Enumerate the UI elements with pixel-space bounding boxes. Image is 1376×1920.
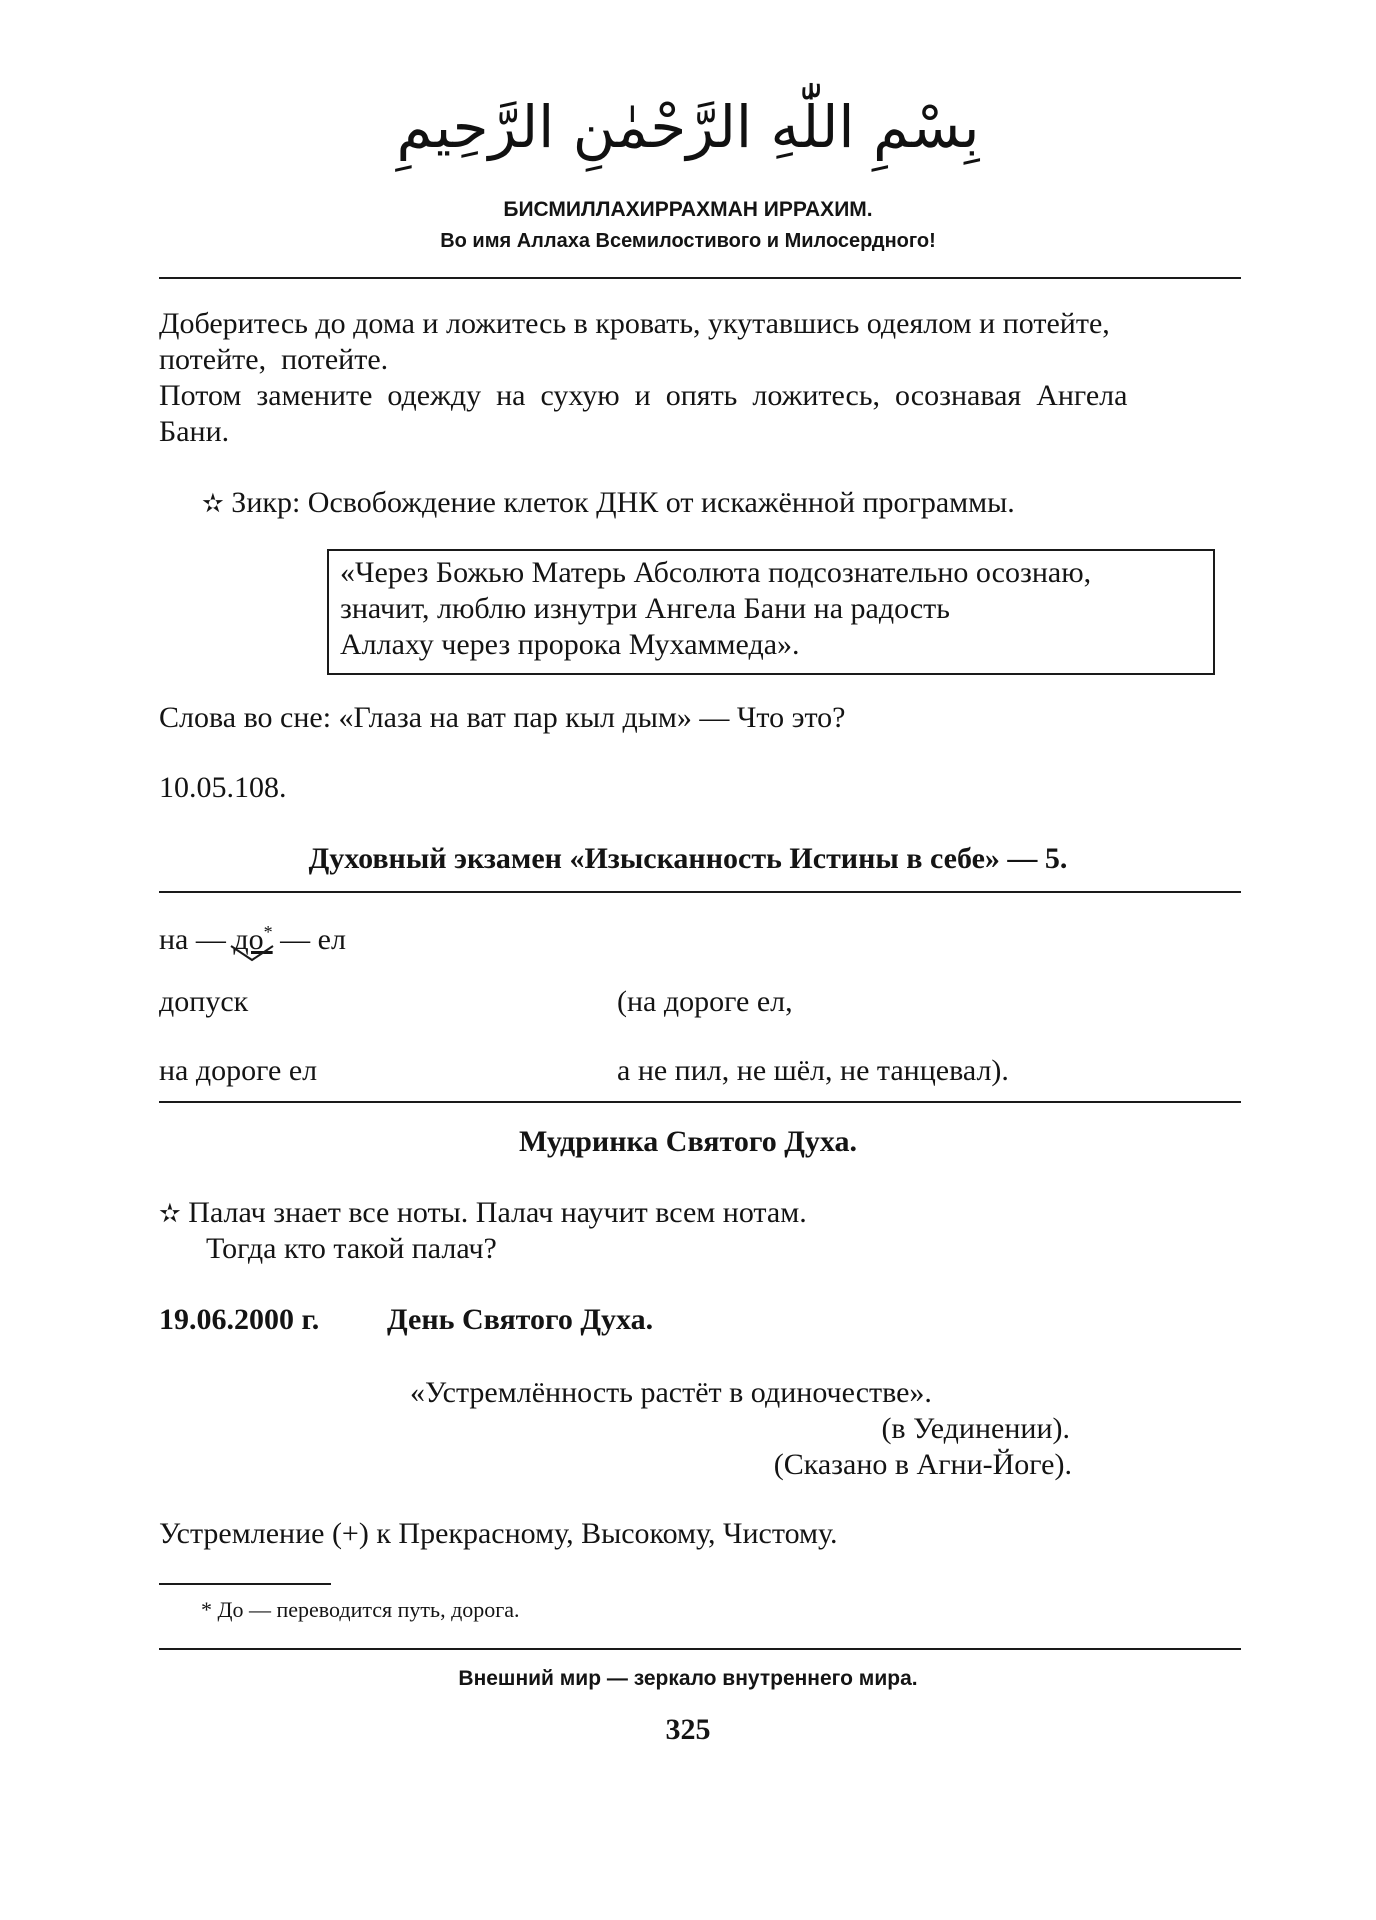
- wisdom-line-2: Тогда кто такой палач?: [206, 1232, 497, 1265]
- wordplay-divider: [159, 1101, 1241, 1103]
- header-divider: [159, 277, 1241, 279]
- star-icon: ✫: [159, 1199, 181, 1228]
- zikr-line: [202, 485, 1015, 522]
- exam-divider: [159, 891, 1241, 893]
- wordplay-right-2: а не пил, не шёл, не танцевал).: [617, 1054, 1009, 1087]
- wisdom-line-1: ✫ Палач знает все ноты. Палач научит всем нотам.: [159, 1196, 807, 1229]
- bismillah-calligraphy: بِسْمِ اللّٰهِ الرَّحْمٰنِ الرَّحِيمِ: [396, 93, 980, 161]
- intro-line-3: Потом замените одежду на сухую и опять ложитесь, осознавая Ангела: [159, 379, 1128, 412]
- header-transliteration: БИСМИЛЛАХИРРАХМАН ИРРАХИМ.: [503, 198, 873, 221]
- wordplay-suffix: — ел: [280, 923, 346, 956]
- date2-date: 19.06.2000 г.: [159, 1303, 320, 1336]
- footnote-divider: [159, 1583, 331, 1585]
- exam-title: Духовный экзамен «Изысканность Истины в себе» — 5.: [308, 842, 1068, 875]
- intro-line-2: потейте, потейте.: [159, 343, 389, 376]
- chevron-down-icon: [229, 944, 275, 962]
- wordplay-line: [159, 914, 346, 958]
- wisdom-title: Мудринка Святого Духа.: [519, 1125, 857, 1158]
- footnote-asterisk: *: [263, 922, 273, 942]
- citation-line-2: (в Уединении).: [881, 1412, 1070, 1445]
- citation-line-1: «Устремлённость растёт в одиночестве».: [410, 1376, 932, 1409]
- aspiration-line: Устремление (+) к Прекрасному, Высокому, Чистому.: [159, 1517, 838, 1550]
- date2-title: День Святого Духа.: [387, 1303, 654, 1336]
- wordplay-prefix: на —: [159, 923, 226, 956]
- wordplay-left-2: на дороге ел: [159, 1054, 318, 1087]
- citation-line-3: (Сказано в Агни-Йоге).: [773, 1448, 1072, 1481]
- header-translation: Во имя Аллаха Всемилостивого и Милосердного!: [440, 230, 936, 252]
- intro-line-1: Доберитесь до дома и ложитесь в кровать, укутавшись одеялом и потейте,: [159, 307, 1110, 340]
- intro-line-4: Бани.: [159, 415, 230, 448]
- footer-motto: Внешний мир — зеркало внутреннего мира.: [458, 1667, 918, 1690]
- quote-line-1: «Через Божью Матерь Абсолюта подсознательно осознаю,: [340, 556, 1092, 589]
- quote-line-2: значит, люблю изнутри Ангела Бани на радость: [340, 592, 950, 625]
- dream-words: Слова во сне: «Глаза на ват пар кыл дым» — Что это?: [159, 701, 846, 734]
- footer-divider: [159, 1648, 1241, 1650]
- footnote: * До — переводится путь, дорога.: [201, 1597, 520, 1622]
- quote-line-3: Аллаху через пророка Мухаммеда».: [340, 628, 800, 661]
- date-entry: 10.05.108.: [159, 771, 287, 804]
- wordplay-syllable: до*: [233, 914, 272, 958]
- page-number: 325: [665, 1713, 711, 1746]
- zikr-quote-box: [327, 549, 1215, 675]
- zikr-text: Зикр: Освобождение клеток ДНК от искажённой программы.: [231, 486, 1015, 519]
- wordplay-right-1: (на дороге ел,: [617, 985, 793, 1018]
- star-icon: ✫: [202, 489, 224, 518]
- wordplay-left-1: допуск: [159, 985, 249, 1018]
